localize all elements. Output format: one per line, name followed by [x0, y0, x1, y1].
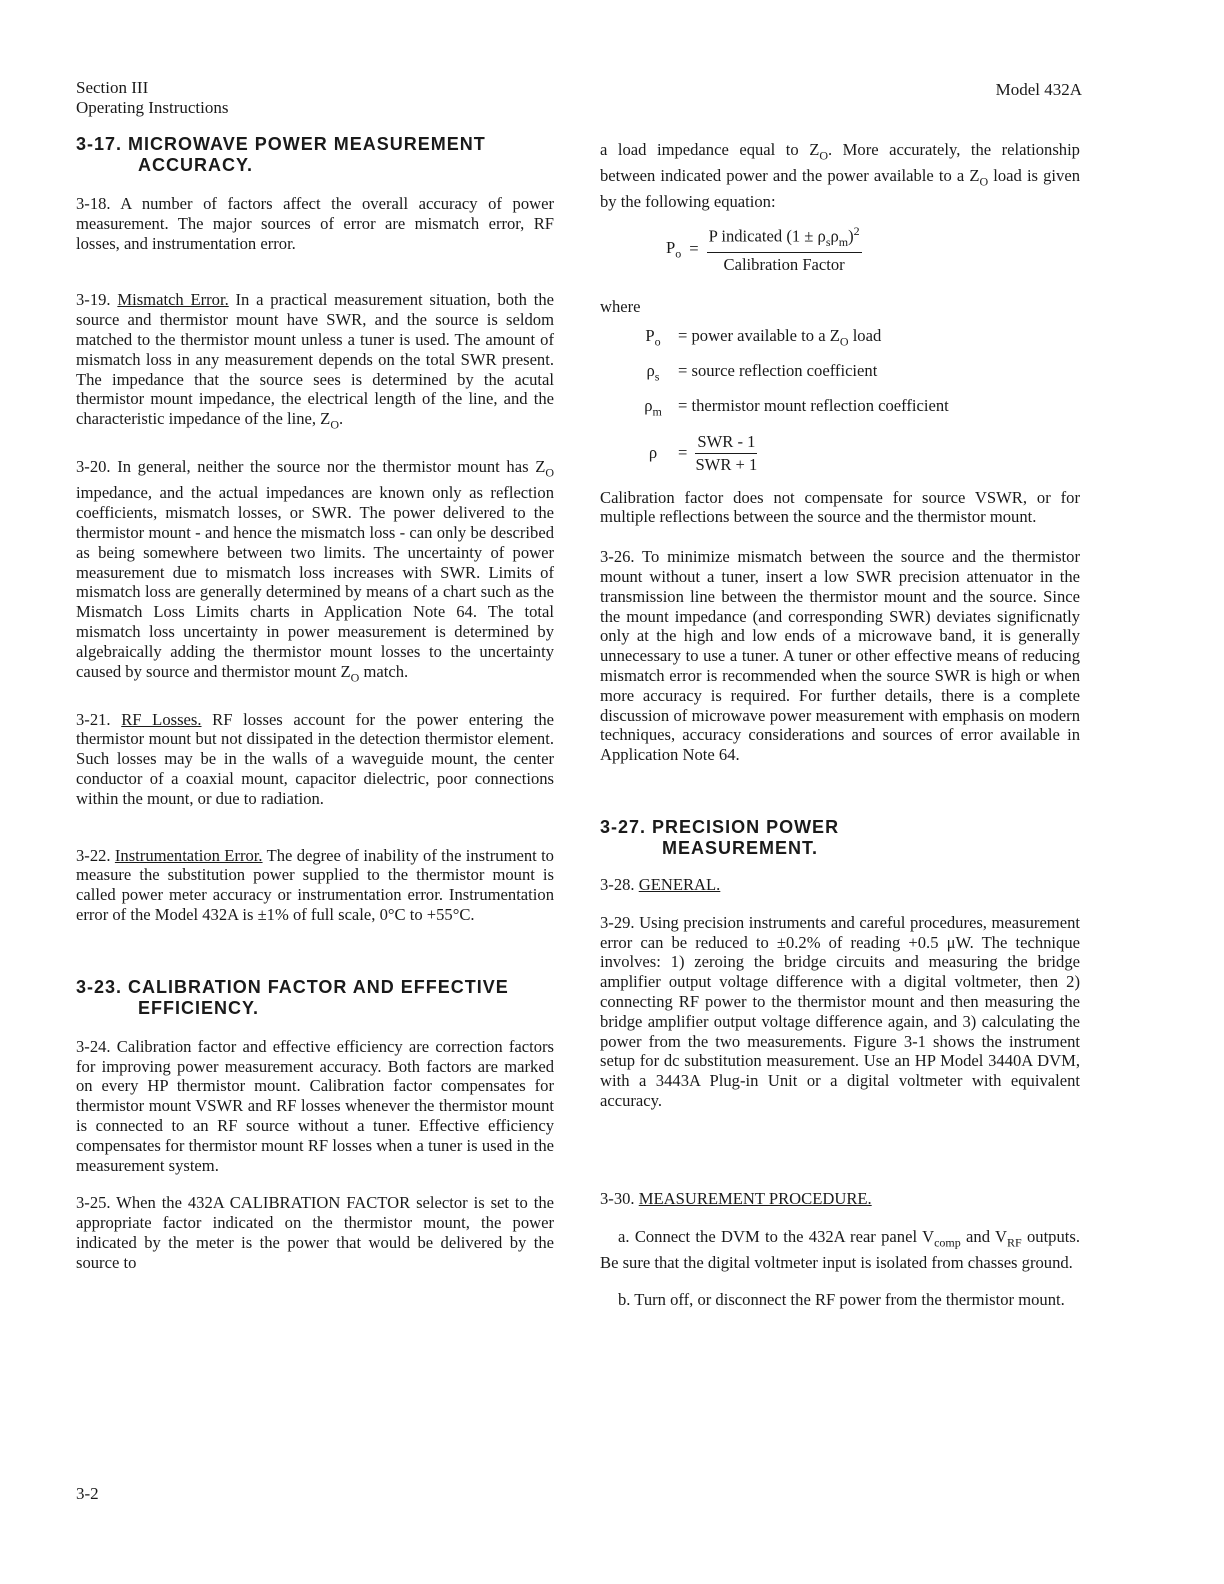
power-equation [666, 224, 1080, 275]
para-title: Mismatch Error. [117, 290, 229, 310]
subscript: O [819, 148, 828, 163]
step-b: b. Turn off, or disconnect the RF power from the thermistor mount. [618, 1290, 1065, 1310]
definition-rho [628, 433, 1080, 474]
def-text: = source reflection coefficient [678, 360, 878, 380]
subscript: O [545, 465, 554, 480]
step-a: a. Connect the DVM to the 432A rear panel $V_{comp}$ and $V_{RF}$ outputs. Be sure that the digital voltmeter input is isolated from chasses ground. [600, 1226, 1080, 1272]
paragraph-3-21 [76, 710, 554, 809]
where-label: where [600, 296, 641, 316]
para-body-a: a load impedance equal to Z [600, 140, 820, 159]
heading-text-2: ACCURACY. [138, 155, 254, 175]
eq-denominator: Calibration Factor [723, 254, 845, 274]
running-header-left [76, 78, 229, 118]
heading-3-17 [76, 134, 554, 176]
def-text: = power available to a $Z_O$ load [678, 325, 882, 348]
paragraph-3-18: 3-18. A number of factors affect the overall accuracy of power measurement. The major sources of error are mismatch error, RF losses, and instrumentation error. [76, 194, 554, 253]
heading-number: 3-23. [76, 976, 123, 997]
paragraph-calibration-note: Calibration factor does not compensate for source VSWR, or for multiple reflections between the source and the thermistor mount. [600, 487, 1080, 527]
subsection-label: Operating Instructions [76, 98, 229, 117]
paragraph-3-19: 3-19. Mismatch Error. In a practical measurement situation, both the source and thermistor mount have SWR, and the source is seldom matched to the thermistor mount unless a tuner is used. The amount of mismatch loss in any measurement depends on the total SWR present. The impedance that the source sees is determined by the acutal thermistor mount impedance, the electrical length of the line, and the characteristic impedance of the line, $Z_O$. [76, 290, 555, 432]
definition-rho-s [628, 356, 1080, 391]
definition-rho-m [628, 391, 1080, 426]
def-equals: = [678, 443, 688, 463]
heading-text: CALIBRATION FACTOR AND EFFECTIVE [128, 976, 509, 997]
heading-3-27 [600, 817, 1080, 859]
paragraph-3-20 [76, 457, 554, 687]
definitions-list [628, 321, 1080, 474]
model-label: Model 432A [995, 80, 1082, 99]
right-column [600, 140, 1080, 1310]
def-text: = thermistor mount reflection coefficient [678, 396, 949, 416]
heading-text: PRECISION POWER [652, 816, 840, 837]
paragraph-3-30 [600, 1189, 1080, 1209]
paragraph-3-24: 3-24. Calibration factor and effective efficiency are correction factors for improving power measurement accuracy. Both factors are marked on every HP thermistor mount. Calibration factor compensates for thermistor mount VSWR and RF losses whenever the thermistor mount is connected to an RF source without a tuner. Effective efficiency compensates for thermistor mount RF losses when a tuner is used in the measurement system. [76, 1036, 554, 1175]
para-body-c: match. [359, 661, 409, 681]
def-symbol: $\rho_s$ [646, 360, 660, 384]
paragraph-3-28 [600, 875, 1080, 895]
def-symbol: ρ [648, 443, 658, 463]
paragraph-3-29: 3-29. Using precision instruments and careful procedures, measurement error can be reduced to ±0.2% of reading +0.5 μW. The technique involves: 1) zeroing the bridge circuits and measuring the bridge amplifier output voltage difference with a digital voltmeter, then 2) connecting RF power to the thermistor mount and then measuring the bridge amplifier output voltage difference again, and 3) calculating the power from the two measurements. Figure 3-1 shows the instrument setup for dc substitution measurement. Use an HP Model 3440A DVM, with a 3443A Plug-in Unit or a digital voltmeter with equivalent accuracy. [600, 912, 1080, 1110]
para-number: 3-19. [76, 290, 111, 310]
heading-number: 3-17. [76, 134, 123, 154]
heading-text-2: EFFICIENCY. [138, 997, 260, 1018]
eq-equals: = [689, 239, 699, 259]
left-column [76, 134, 554, 1273]
para-body: The degree of inability of the instrument to measure the substitution power supplied to the thermistor mount is called power meter accuracy or instrumentation error. Instrumentation error of the Model 432A is ±1% of full scale, 0°C to +55°C. [76, 845, 554, 925]
page-number: 3-2 [76, 1484, 99, 1503]
subscript: O [979, 174, 989, 189]
paragraph-3-22 [76, 846, 554, 925]
paragraph-3-25: 3-25. When the 432A CALIBRATION FACTOR selector is set to the appropriate factor indicated on the thermistor mount, the power indicated by the meter is the power that would be delivered by the source to [76, 1193, 554, 1272]
eq-fraction [707, 224, 862, 275]
swr-fraction [695, 433, 757, 474]
para-body-b: impedance, and the actual impedances are known only as reflection coefficients, mismatch losses, or SWR. The power delivered to the thermistor mount - and hence the mismatch loss - can only be described as being somewhere between two limits. The uncertainty of power measurement due to mismatch loss increases with SWR. Limits of mismatch loss are generally determined by means of a chart such as the Mismatch Loss Limits charts in Application Note 64. The total mismatch loss uncertainty in power measurement is determined by algebraically adding the thermistor mount losses to the uncertainty caused by source and thermistor mount Z [76, 483, 554, 681]
section-label: Section III [76, 78, 149, 97]
para-body-a: 3-20. In general, neither the source nor the thermistor mount has Z [76, 457, 546, 477]
subscript: O [350, 669, 360, 684]
heading-number: 3-27. [600, 816, 647, 837]
swr-denominator: SWR + 1 [695, 454, 758, 474]
para-number: 3-28. [600, 874, 635, 894]
para-body-b: . More accurately, the relationship between indicated power and the power available to a Z [600, 140, 1080, 186]
para-body: RF losses account for the power entering the thermistor mount but not dissipated in the detection thermistor element. Such losses may be in the walls of a waveguide mount, the center conductor of a coaxial mount, capacitor dielectric, poor connections within the mount, or due to radiation. [76, 709, 554, 808]
eq-lhs: $P_o$ [666, 237, 682, 261]
para-body-c: load is given by the following equation: [600, 166, 1080, 212]
para-number: 3-21. [76, 709, 111, 729]
para-number: 3-22. [76, 845, 111, 865]
para-title: Instrumentation Error. [114, 845, 263, 865]
para-title: MEASUREMENT PROCEDURE. [638, 1188, 872, 1208]
para-title: RF Losses. [121, 709, 202, 729]
heading-text: MICROWAVE POWER MEASUREMENT [128, 134, 486, 154]
swr-numerator: SWR - 1 [695, 433, 757, 454]
def-symbol: $P_o$ [645, 325, 661, 348]
eq-numerator: P indicated $(1 \pm \rho_s\rho_m)^2$ [707, 224, 862, 253]
paragraph-continuation [600, 140, 1080, 212]
heading-text-2: MEASUREMENT. [662, 837, 819, 858]
subscript: O [330, 417, 339, 432]
para-body: In a practical measurement situation, both the source and thermistor mount have SWR, and the source is seldom matched to the thermistor mount unless a tuner is used. The amount of mismatch loss in any measurement depends on the total SWR present. The impedance that the source sees is determined by the acutal thermistor mount impedance, the electrical length of the line, and the characteristic impedance of the line, Z [76, 290, 555, 429]
paragraph-3-26: 3-26. To minimize mismatch between the source and the thermistor mount without a tuner, insert a low SWR precision attenuator in the transmission line between the thermistor mount and the source. Since the mount impedance (and corresponding SWR) deviates significnatly only at the high and low ends of a microwave band, it is generally unnecessary to use a tuner. A tuner or other effective means of reducing mismatch error is recommended when the source SWR is high or when more accuracy is required. For further details, there is a complete discussion of microwave power measurement with emphasis on modern techniques, accuracy considerations and sources of error available in Application Note 64. [600, 547, 1080, 765]
definition-po [628, 321, 1080, 356]
para-title: GENERAL. [638, 874, 721, 894]
para-number: 3-30. [600, 1188, 635, 1208]
def-symbol: $\rho_m$ [644, 396, 662, 419]
heading-3-23 [76, 977, 576, 1019]
